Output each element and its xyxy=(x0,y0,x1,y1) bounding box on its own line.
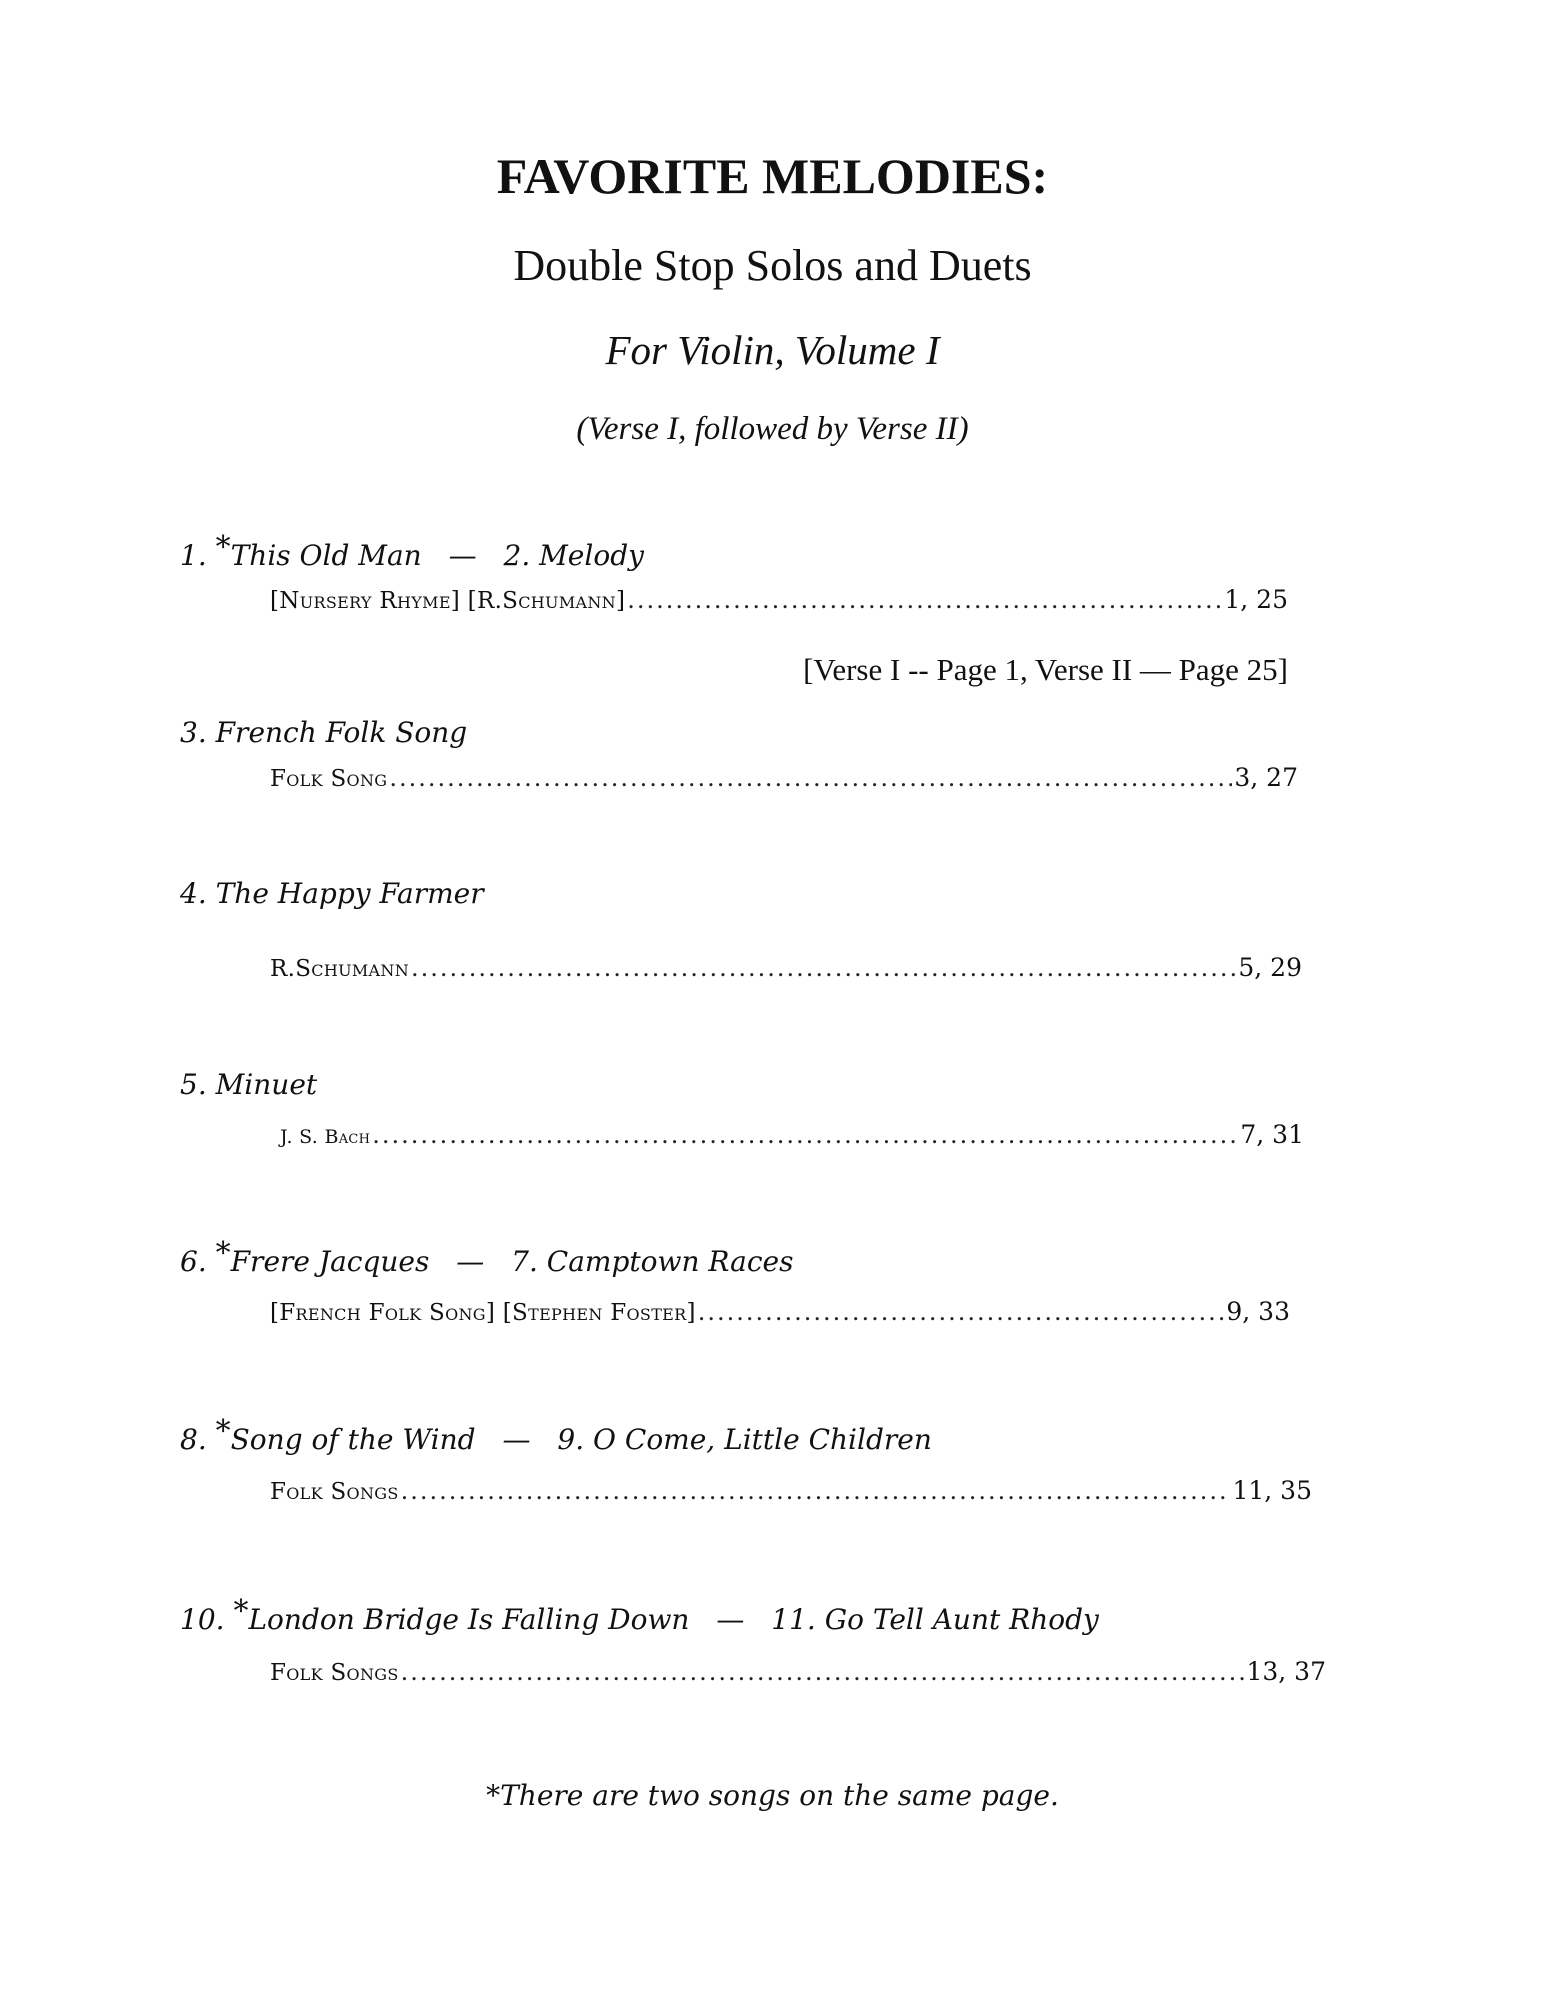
two-songs-marker: * xyxy=(215,1414,231,1449)
song-title: O Come, Little Children xyxy=(593,1423,932,1456)
instrument-volume: For Violin, Volume I xyxy=(605,327,940,373)
dot-leader xyxy=(401,1656,1245,1688)
composer-credit: R.Schumann xyxy=(270,956,410,982)
dot-leader xyxy=(627,584,1222,616)
toc-line-5 xyxy=(270,1296,1290,1329)
entry-number: 8. xyxy=(180,1423,207,1456)
entry-title-1 xyxy=(180,530,644,576)
song-title: Camptown Races xyxy=(546,1245,794,1278)
entry-number: 2. xyxy=(503,539,531,572)
entry-number: 7. xyxy=(511,1245,538,1278)
dot-leader xyxy=(401,1475,1231,1507)
song-title: French Folk Song xyxy=(215,716,468,749)
verse-page-reference: [Verse I -- Page 1, Verse II — Page 25] xyxy=(803,652,1288,687)
toc-line-3 xyxy=(270,952,1302,985)
composer-credit: Folk Songs xyxy=(270,1660,399,1686)
book-subtitle: Double Stop Solos and Duets xyxy=(513,241,1032,290)
page-numbers: 11, 35 xyxy=(1232,1476,1312,1505)
entry-title-2 xyxy=(180,713,467,753)
composer-credit: J. S. Bach xyxy=(280,1126,371,1148)
dot-leader xyxy=(372,1119,1238,1151)
entry-number: 6. xyxy=(180,1245,207,1278)
entry-title-5 xyxy=(180,1236,794,1282)
entry-number: 4. xyxy=(180,877,207,910)
song-title: Go Tell Aunt Rhody xyxy=(824,1603,1099,1636)
footnote: *There are two songs on the same page. xyxy=(486,1779,1059,1812)
toc-line-4 xyxy=(280,1119,1304,1153)
dot-leader xyxy=(698,1296,1225,1328)
composer-credit: Folk Song xyxy=(270,766,388,792)
song-separator: — xyxy=(716,1603,745,1636)
toc-line-1 xyxy=(270,584,1288,617)
composer-credit: [French Folk Song] [Stephen Foster] xyxy=(270,1300,696,1326)
toc-line-7 xyxy=(270,1656,1326,1689)
page-numbers: 13, 37 xyxy=(1246,1657,1326,1686)
song-title: Frere Jacques xyxy=(230,1245,430,1278)
toc-line-6 xyxy=(270,1475,1312,1508)
song-separator: — xyxy=(448,539,477,572)
song-title: London Bridge Is Falling Down xyxy=(248,1603,690,1636)
two-songs-marker: * xyxy=(233,1594,249,1629)
song-title: Melody xyxy=(539,539,644,572)
book-title: FAVORITE MELODIES: xyxy=(496,148,1049,204)
dot-leader xyxy=(389,762,1232,794)
page-numbers: 7, 31 xyxy=(1240,1120,1304,1149)
song-title: Song of the Wind xyxy=(230,1423,476,1456)
dot-leader xyxy=(411,952,1236,984)
entry-title-7 xyxy=(180,1594,1099,1640)
entry-title-4 xyxy=(180,1065,317,1105)
entry-number: 3. xyxy=(180,716,207,749)
entry-number: 5. xyxy=(180,1068,207,1101)
song-title: This Old Man xyxy=(230,539,422,572)
page-numbers: 9, 33 xyxy=(1226,1297,1290,1326)
entry-number: 9. xyxy=(557,1423,585,1456)
entry-title-6 xyxy=(180,1414,932,1460)
composer-credit: Folk Songs xyxy=(270,1479,399,1505)
entry-number: 1. xyxy=(180,539,207,572)
page-numbers: 3, 27 xyxy=(1234,763,1298,792)
song-title: The Happy Farmer xyxy=(215,877,484,910)
page-numbers: 5, 29 xyxy=(1238,953,1302,982)
toc-line-2 xyxy=(270,762,1298,795)
page-numbers: 1, 25 xyxy=(1224,585,1288,614)
composer-credit: [Nursery Rhyme] [R.Schumann] xyxy=(270,588,626,614)
verse-order-note: (Verse I, followed by Verse II) xyxy=(576,411,969,447)
song-title: Minuet xyxy=(215,1068,318,1101)
two-songs-marker: * xyxy=(215,1236,231,1271)
entry-number: 10. xyxy=(180,1603,225,1636)
two-songs-marker: * xyxy=(215,530,231,565)
song-separator: — xyxy=(456,1245,485,1278)
song-separator: — xyxy=(502,1423,531,1456)
entry-number: 11. xyxy=(771,1603,816,1636)
entry-title-3 xyxy=(180,874,484,914)
